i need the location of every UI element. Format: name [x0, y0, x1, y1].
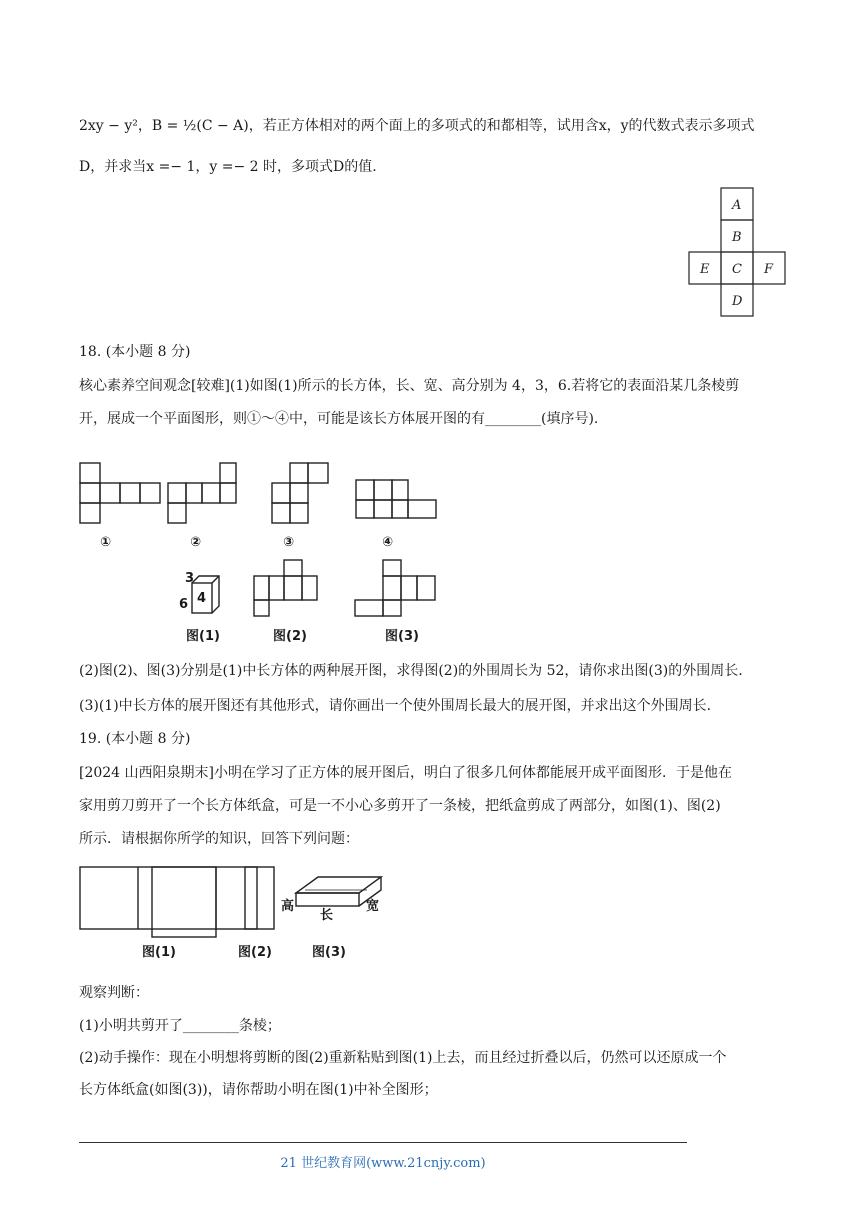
fig19-figure: [76, 862, 396, 962]
fig18-box-and-nets: [175, 558, 445, 648]
q19-part-1: (1)小明共剪开了________条棱；: [79, 1018, 281, 1034]
cube-face-e: E: [700, 262, 710, 277]
q18-text-line-1: 核心素养空间观念[较难](1)如图(1)所示的长方体，长、宽、高分别为 4，3，6.若将它的表面沿某几条棱剪: [79, 378, 740, 394]
box-label-width: 宽: [366, 899, 380, 914]
q18-text-line-4: (3)(1)中长方体的展开图还有其他形式，请你画出一个使外围周长最大的展开图，并求出这个外围周长.: [79, 698, 712, 714]
net-fig3: [355, 560, 435, 616]
q18-heading: 18. (本小题 8 分): [79, 344, 191, 360]
option-label-1: ①: [100, 535, 112, 550]
q19-part-2-line-1: (2)动手操作：现在小明想将剪断的图(2)重新粘贴到图(1)上去，而且经过折叠以后，仍然可以还原成一个: [79, 1050, 727, 1066]
footer-text[interactable]: 21 世纪教育网(www.21cnjy.com): [280, 1156, 486, 1171]
q17-text-line-1: 2xy − y²，B = ½(C − A)，若正方体相对的两个面上的多项式的和都相等，试用含x，y的代数式表示多项式: [79, 118, 755, 134]
box-label-length: 长: [320, 908, 334, 923]
footer-rule: [79, 1142, 687, 1143]
box-label-height: 高: [281, 899, 295, 914]
q19-part-2-line-2: 长方体纸盒(如图(3))，请你帮助小明在图(1)中补全图形；: [79, 1082, 438, 1098]
q19-text-line-1: [2024 山西阳泉期末]小明在学习了正方体的展开图后，明白了很多几何体都能展开成平面图形．于是他在: [79, 765, 733, 781]
cube-face-d: D: [732, 294, 743, 309]
option-label-2: ②: [190, 535, 202, 550]
cube-net-figure: [688, 186, 788, 318]
caption-fig19-1: 图(1): [142, 945, 176, 960]
q19-heading: 19. (本小题 8 分): [79, 731, 191, 747]
option-label-3: ③: [283, 535, 295, 550]
cube-face-b: B: [732, 230, 742, 245]
cube-face-a: A: [732, 198, 742, 213]
caption-fig19-2: 图(2): [238, 945, 272, 960]
caption-fig18-2: 图(2): [273, 629, 307, 644]
caption-fig18-1: 图(1): [186, 629, 220, 644]
caption-fig19-3: 图(3): [312, 945, 346, 960]
net-fig2: [254, 560, 317, 616]
box-dim-6: 6: [179, 597, 189, 612]
cube-face-c: C: [732, 262, 742, 277]
q19-observe-label: 观察判断：: [79, 985, 149, 1001]
fig18-options: [70, 460, 450, 550]
box-dim-4: 4: [197, 591, 207, 606]
caption-fig18-3: 图(3): [385, 629, 419, 644]
box-dim-3: 3: [185, 571, 195, 586]
q17-text-line-2: D，并求当x =− 1，y =− 2 时，多项式D的值.: [79, 159, 377, 175]
option-label-4: ④: [382, 535, 394, 550]
cube-face-f: F: [764, 262, 774, 277]
q19-text-line-3: 所示．请根据你所学的知识，回答下列问题：: [79, 831, 359, 847]
q18-text-line-2: 开，展成一个平面图形，则①～④中，可能是该长方体展开图的有________(填序号).: [79, 411, 599, 427]
q19-text-line-2: 家用剪刀剪开了一个长方体纸盒，可是一不小心多剪开了一条棱，把纸盒剪成了两部分，如图(1)、图(2): [79, 798, 721, 814]
q18-text-line-3: (2)图(2)、图(3)分别是(1)中长方体的两种展开图，求得图(2)的外围周长为 52，请你求出图(3)的外围周长.: [79, 663, 743, 679]
